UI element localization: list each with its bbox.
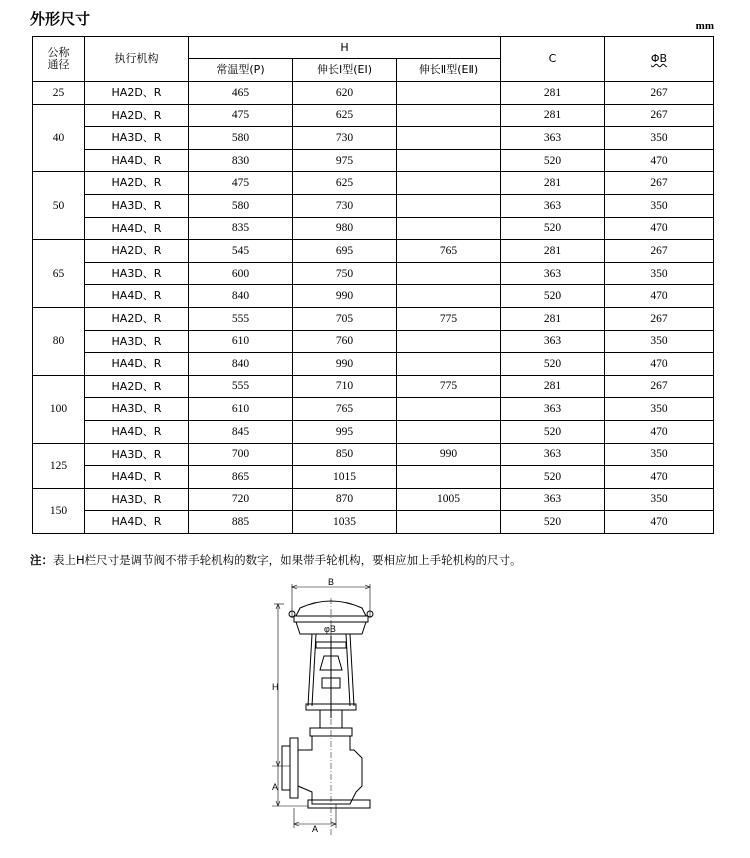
cell-h-extended-2 <box>397 353 501 376</box>
cell-h-extended-2 <box>397 285 501 308</box>
cell-actuator: HA3D、R <box>85 330 189 353</box>
cell-c: 520 <box>501 466 605 489</box>
cell-h-normal: 830 <box>189 149 293 172</box>
cell-h-extended-1: 765 <box>293 398 397 421</box>
cell-c: 281 <box>501 375 605 398</box>
cell-h-extended-1: 705 <box>293 307 397 330</box>
cell-h-extended-1: 695 <box>293 240 397 263</box>
cell-c: 520 <box>501 511 605 534</box>
cell-phi-b: 350 <box>605 330 714 353</box>
cell-nominal-diameter: 40 <box>33 104 85 172</box>
cell-nominal-diameter: 80 <box>33 307 85 375</box>
cell-phi-b: 470 <box>605 353 714 376</box>
cell-phi-b: 267 <box>605 104 714 127</box>
cell-h-normal: 580 <box>189 194 293 217</box>
cell-phi-b: 350 <box>605 398 714 421</box>
table-row <box>33 172 714 195</box>
cell-c: 520 <box>501 285 605 308</box>
cell-h-normal: 555 <box>189 375 293 398</box>
cell-h-normal: 840 <box>189 353 293 376</box>
cell-c: 281 <box>501 82 605 105</box>
table-row <box>33 194 714 217</box>
cell-h-extended-1: 990 <box>293 353 397 376</box>
cell-c: 363 <box>501 330 605 353</box>
header-h-extended-1: 伸长Ⅰ型(EⅠ) <box>293 59 397 82</box>
cell-c: 520 <box>501 217 605 240</box>
cell-h-extended-1: 870 <box>293 488 397 511</box>
cell-h-extended-2 <box>397 194 501 217</box>
cell-actuator: HA3D、R <box>85 127 189 150</box>
cell-h-extended-2 <box>397 511 501 534</box>
cell-h-normal: 865 <box>189 466 293 489</box>
cell-c: 520 <box>501 149 605 172</box>
unit-label: mm <box>695 20 714 32</box>
header-h: H <box>189 37 501 59</box>
cell-h-extended-2 <box>397 149 501 172</box>
cell-actuator: HA3D、R <box>85 488 189 511</box>
cell-h-extended-1: 850 <box>293 443 397 466</box>
header-h-normal: 常温型(P) <box>189 59 293 82</box>
cell-h-extended-1: 730 <box>293 127 397 150</box>
cell-h-extended-1: 995 <box>293 420 397 443</box>
cell-c: 363 <box>501 127 605 150</box>
cell-actuator: HA2D、R <box>85 104 189 127</box>
table-row <box>33 149 714 172</box>
table-row <box>33 240 714 263</box>
drawing-label-h: H <box>272 682 279 692</box>
dimension-table <box>32 36 714 534</box>
cell-nominal-diameter: 125 <box>33 443 85 488</box>
cell-c: 520 <box>501 353 605 376</box>
table-row <box>33 307 714 330</box>
cell-h-normal: 580 <box>189 127 293 150</box>
cell-h-extended-1: 1035 <box>293 511 397 534</box>
cell-actuator: HA4D、R <box>85 285 189 308</box>
cell-h-extended-2: 1005 <box>397 488 501 511</box>
cell-c: 520 <box>501 420 605 443</box>
cell-h-normal: 840 <box>189 285 293 308</box>
cell-c: 363 <box>501 398 605 421</box>
cell-h-normal: 845 <box>189 420 293 443</box>
cell-h-extended-2: 990 <box>397 443 501 466</box>
header-h-extended-2: 伸长Ⅱ型(EⅡ) <box>397 59 501 82</box>
cell-nominal-diameter: 150 <box>33 488 85 533</box>
cell-phi-b: 267 <box>605 240 714 263</box>
table-row <box>33 262 714 285</box>
cell-c: 281 <box>501 172 605 195</box>
table-row <box>33 353 714 376</box>
drawing-label-phi-b: φB <box>324 624 336 634</box>
table-row <box>33 488 714 511</box>
header-phi-b <box>605 37 714 82</box>
cell-h-extended-1: 750 <box>293 262 397 285</box>
cell-h-extended-2 <box>397 262 501 285</box>
cell-phi-b: 470 <box>605 149 714 172</box>
footnote <box>30 552 522 568</box>
footnote-text: 表上H栏尺寸是调节阀不带手轮机构的数字，如果带手轮机构，要相应加上手轮机构的尺寸。 <box>53 553 522 567</box>
cell-phi-b: 267 <box>605 172 714 195</box>
table-body <box>33 82 714 534</box>
table-row <box>33 420 714 443</box>
drawing-label-a-horizontal: A <box>312 824 319 834</box>
cell-c: 363 <box>501 443 605 466</box>
cell-actuator: HA3D、R <box>85 443 189 466</box>
cell-phi-b: 470 <box>605 466 714 489</box>
cell-h-normal: 610 <box>189 330 293 353</box>
cell-phi-b: 470 <box>605 420 714 443</box>
cell-h-extended-2 <box>397 466 501 489</box>
cell-c: 363 <box>501 488 605 511</box>
cell-actuator: HA3D、R <box>85 398 189 421</box>
cell-h-normal: 885 <box>189 511 293 534</box>
cell-h-normal: 475 <box>189 104 293 127</box>
cell-h-extended-2: 765 <box>397 240 501 263</box>
cell-h-extended-1: 990 <box>293 285 397 308</box>
footnote-label: 注： <box>30 553 53 567</box>
cell-actuator: HA2D、R <box>85 375 189 398</box>
table-row <box>33 104 714 127</box>
cell-phi-b: 350 <box>605 443 714 466</box>
cell-h-extended-1: 1015 <box>293 466 397 489</box>
cell-actuator: HA4D、R <box>85 466 189 489</box>
cell-nominal-diameter: 100 <box>33 375 85 443</box>
cell-h-extended-2 <box>397 127 501 150</box>
cell-nominal-diameter: 65 <box>33 240 85 308</box>
cell-h-extended-2: 775 <box>397 307 501 330</box>
cell-phi-b: 350 <box>605 488 714 511</box>
drawing-label-a-vertical: A <box>272 782 279 792</box>
cell-actuator: HA4D、R <box>85 511 189 534</box>
cell-actuator: HA4D、R <box>85 217 189 240</box>
table-row <box>33 466 714 489</box>
cell-phi-b: 470 <box>605 511 714 534</box>
header-c: C <box>501 37 605 82</box>
cell-c: 363 <box>501 194 605 217</box>
cell-h-extended-2 <box>397 104 501 127</box>
header-phi-b-text: ΦB <box>650 52 668 66</box>
table-row <box>33 330 714 353</box>
cell-h-extended-1: 710 <box>293 375 397 398</box>
cell-h-extended-2 <box>397 82 501 105</box>
cell-h-extended-1: 625 <box>293 172 397 195</box>
header-nominal-diameter: 公称 通径 <box>33 37 85 82</box>
cell-h-normal: 835 <box>189 217 293 240</box>
cell-phi-b: 267 <box>605 82 714 105</box>
cell-nominal-diameter: 25 <box>33 82 85 105</box>
cell-h-normal: 555 <box>189 307 293 330</box>
cell-actuator: HA4D、R <box>85 353 189 376</box>
cell-h-extended-1: 620 <box>293 82 397 105</box>
cell-h-extended-2 <box>397 217 501 240</box>
cell-h-extended-2 <box>397 398 501 421</box>
cell-h-normal: 720 <box>189 488 293 511</box>
cell-c: 281 <box>501 104 605 127</box>
cell-actuator: HA4D、R <box>85 420 189 443</box>
cell-actuator: HA2D、R <box>85 240 189 263</box>
drawing-label-b: B <box>328 578 335 587</box>
table-row <box>33 285 714 308</box>
cell-actuator: HA3D、R <box>85 262 189 285</box>
cell-phi-b: 470 <box>605 285 714 308</box>
table-row <box>33 398 714 421</box>
cell-phi-b: 267 <box>605 375 714 398</box>
table-row <box>33 82 714 105</box>
table-row <box>33 127 714 150</box>
cell-h-normal: 700 <box>189 443 293 466</box>
cell-h-normal: 600 <box>189 262 293 285</box>
cell-c: 281 <box>501 240 605 263</box>
cell-h-normal: 475 <box>189 172 293 195</box>
valve-outline-drawing <box>250 578 390 840</box>
table-row <box>33 443 714 466</box>
cell-actuator: HA3D、R <box>85 194 189 217</box>
cell-phi-b: 350 <box>605 194 714 217</box>
table-row <box>33 217 714 240</box>
cell-actuator: HA4D、R <box>85 149 189 172</box>
cell-phi-b: 267 <box>605 307 714 330</box>
cell-h-extended-1: 730 <box>293 194 397 217</box>
cell-h-extended-2 <box>397 330 501 353</box>
cell-h-extended-1: 980 <box>293 217 397 240</box>
cell-phi-b: 350 <box>605 262 714 285</box>
cell-phi-b: 470 <box>605 217 714 240</box>
page-title: 外形尺寸 <box>30 10 91 28</box>
cell-h-extended-1: 760 <box>293 330 397 353</box>
cell-h-extended-2 <box>397 172 501 195</box>
cell-phi-b: 350 <box>605 127 714 150</box>
cell-h-normal: 610 <box>189 398 293 421</box>
cell-h-normal: 545 <box>189 240 293 263</box>
cell-c: 281 <box>501 307 605 330</box>
cell-h-extended-1: 975 <box>293 149 397 172</box>
cell-c: 363 <box>501 262 605 285</box>
cell-actuator: HA2D、R <box>85 172 189 195</box>
cell-h-extended-2: 775 <box>397 375 501 398</box>
cell-h-extended-2 <box>397 420 501 443</box>
table-row <box>33 511 714 534</box>
cell-actuator: HA2D、R <box>85 82 189 105</box>
header-actuator: 执行机构 <box>85 37 189 82</box>
table-row <box>33 375 714 398</box>
cell-h-normal: 465 <box>189 82 293 105</box>
cell-h-extended-1: 625 <box>293 104 397 127</box>
cell-nominal-diameter: 50 <box>33 172 85 240</box>
cell-actuator: HA2D、R <box>85 307 189 330</box>
